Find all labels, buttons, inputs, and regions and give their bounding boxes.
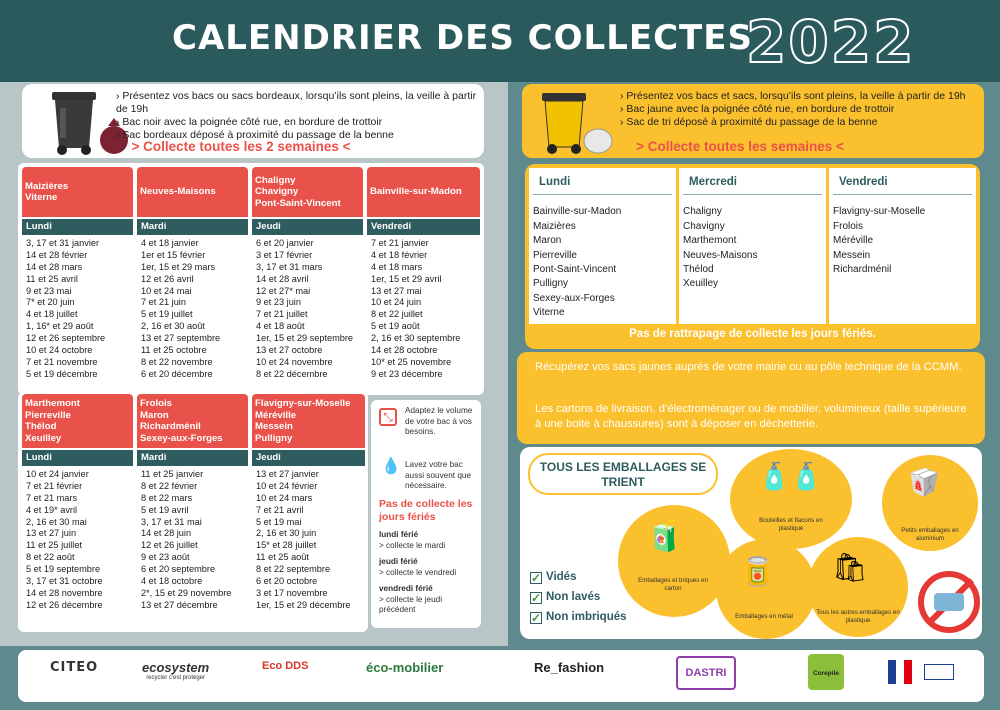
check-item xyxy=(530,591,600,604)
plastic-pack-icon: 🛍 xyxy=(832,552,868,583)
list-item: 7 et 21 avril xyxy=(256,504,304,515)
day-header: Jeudi xyxy=(252,219,363,235)
list-item: Pierreville xyxy=(533,249,577,261)
list-item: 10 et 24 octobre xyxy=(26,345,93,356)
list-item: 7 et 21 janvier xyxy=(371,237,429,248)
list-item: 8 et 22 septembre xyxy=(256,564,331,575)
check-label: Non imbriqués xyxy=(546,611,627,623)
list-item: 2, 16 et 30 septembre xyxy=(371,333,461,344)
day-header: Mardi xyxy=(137,450,248,466)
schedule-grid-top xyxy=(18,163,484,395)
day-header: Jeudi xyxy=(252,450,365,466)
list-item: 4 et 18 août xyxy=(256,321,305,332)
list-item: Méréville xyxy=(833,235,874,247)
list-item: Chavigny xyxy=(683,220,725,232)
list-item: 7* et 20 juin xyxy=(26,297,75,308)
list-item: 3 et 17 février xyxy=(256,249,313,260)
list-item: 1er, 15 et 29 mars xyxy=(141,261,216,272)
logo-dastri-text: DASTRI xyxy=(685,667,727,679)
tip-wash: Lavez votre bac aussi souvent que nécessaire. xyxy=(405,460,471,490)
list-item: 3, 17 et 31 octobre xyxy=(26,576,103,587)
collection-frequency: > Collecte toutes les semaines < xyxy=(636,139,844,154)
list-item: 5 et 19 décembre xyxy=(26,368,98,379)
page-title: CALENDRIER DES COLLECTES xyxy=(172,18,753,58)
logo-ecosystem-sub: recycler c'est protéger xyxy=(146,675,206,681)
list-item: 12 et 26 septembre xyxy=(26,333,106,344)
checkbox-icon: ✓ xyxy=(531,611,542,625)
list-item: 3, 17 et 31 mai xyxy=(141,516,202,527)
holiday-action: > collecte le vendredi xyxy=(379,567,457,577)
list-item: 2, 16 et 30 juin xyxy=(256,528,317,539)
list-item: 4 et 19* avril xyxy=(26,504,78,515)
list-item: 14 et 28 octobre xyxy=(371,345,438,356)
bottles-icon: 🧴🧴 xyxy=(758,461,823,491)
list-item: 4 et 18 février xyxy=(371,249,428,260)
carton-icon: 🧃 xyxy=(646,520,684,553)
list-item: 10 et 24 mai xyxy=(141,285,192,296)
logo-ecodds: Eco DDS xyxy=(262,660,309,672)
schedule-column xyxy=(367,167,480,381)
list-item: 13 et 27 janvier xyxy=(256,468,319,479)
list-item: 1er, 15 et 29 décembre xyxy=(256,599,351,610)
list-item: 10 et 24 janvier xyxy=(26,468,89,479)
checkbox-icon: ✓ xyxy=(531,571,542,585)
logo-ecomobilier: éco-mobilier xyxy=(366,660,444,675)
town-list xyxy=(22,394,133,448)
residual-waste-info xyxy=(22,84,484,158)
list-item: 13 et 27 septembre xyxy=(141,333,221,344)
list-item: 13 et 27 mai xyxy=(371,285,422,296)
list-item: 3, 17 et 31 janvier xyxy=(26,237,100,248)
list-item: 11 et 25 août xyxy=(256,552,309,563)
town-list xyxy=(22,167,133,217)
day-header: Lundi xyxy=(533,168,672,195)
list-item: Xeuilley xyxy=(683,278,719,290)
list-item: 15* et 28 juillet xyxy=(256,540,317,551)
list-item: 7 et 21 juin xyxy=(141,297,186,308)
resize-icon: ⤡ xyxy=(379,408,397,426)
list-item: 8 et 22 juillet xyxy=(371,309,423,320)
town-list xyxy=(367,167,480,217)
towns: Flavigny-sur-Moselle Méréville Messein Pulligny xyxy=(255,398,351,444)
list-item: Messein xyxy=(833,249,871,261)
tips-box xyxy=(371,400,481,628)
info-line: › Sac bordeaux déposé à proximité du passage de la benne xyxy=(116,129,486,142)
towns: Chaligny Chavigny Pont-Saint-Vincent xyxy=(255,174,341,209)
list-item: 14 et 28 février xyxy=(26,249,88,260)
others-label: Tous les autres emballages en plastique xyxy=(816,609,900,624)
date-list xyxy=(252,466,365,612)
town-list xyxy=(137,167,248,217)
logo-dastri xyxy=(676,656,736,690)
list-item: 7 et 21 novembre xyxy=(26,356,98,367)
no-catchup-note: Pas de rattrapage de collecte les jours fériés. xyxy=(629,328,876,340)
list-item: Frolois xyxy=(833,220,864,232)
collection-frequency: > Collecte toutes les 2 semaines < xyxy=(131,139,351,154)
list-item: Viterne xyxy=(533,307,565,319)
republique-francaise-logo xyxy=(888,660,958,686)
logo-corepile xyxy=(808,654,844,690)
holiday-title: Pas de collecte les jours fériés xyxy=(379,498,473,523)
list-item: 4 et 18 juillet xyxy=(26,309,78,320)
towns: Maizières Viterne xyxy=(25,180,69,203)
logo-ecosystem-text: ecosystem xyxy=(142,660,210,675)
list-item: 11 et 25 janvier xyxy=(141,468,204,479)
list-item: 13 et 27 décembre xyxy=(141,599,218,610)
list-item: Richardménil xyxy=(833,264,892,276)
list-item: Thélod xyxy=(683,264,714,276)
list-item: 2, 16 et 30 août xyxy=(141,321,205,332)
recycling-schedule xyxy=(525,164,980,349)
recycling-info xyxy=(522,84,984,158)
metal-label: Emballages en métal xyxy=(735,613,793,620)
schedule-column xyxy=(137,394,248,612)
day-header: Vendredi xyxy=(367,219,480,235)
info-line: › Bac jaune avec la poignée côté rue, en bordure de trottoir xyxy=(620,103,980,116)
tip-volume: Adaptez le volume de votre bac à vos besoins. xyxy=(405,406,473,436)
list-item: 8 et 22 décembre xyxy=(256,368,328,379)
list-item: 14 et 28 novembre xyxy=(26,587,103,598)
day-header: Lundi xyxy=(22,450,133,466)
aluminium-icon: 🥡 xyxy=(908,467,941,497)
metal-circle xyxy=(716,539,816,639)
packaging-box xyxy=(520,447,982,639)
recycling-day-column xyxy=(529,168,676,324)
list-item: 1er, 15 et 29 avril xyxy=(371,273,442,284)
list-item: 5 et 19 avril xyxy=(141,504,189,515)
check-item xyxy=(530,611,627,624)
list-item: 9 et 23 mai xyxy=(26,285,72,296)
check-item xyxy=(530,571,576,584)
schedule-grid-bottom xyxy=(18,392,368,632)
list-item: Pont-Saint-Vincent xyxy=(533,264,617,276)
list-item: Pulligny xyxy=(533,278,569,290)
holiday-day: vendredi férié xyxy=(379,584,433,593)
list-item: 4 et 18 octobre xyxy=(141,576,203,587)
list-item: Sexey-aux-Forges xyxy=(533,292,615,304)
info-line: › Présentez vos bacs ou sacs bordeaux, lorsqu’ils sont pleins, la veille à partir de 19h xyxy=(116,90,486,116)
list-item: 13 et 27 juin xyxy=(26,528,77,539)
date-list xyxy=(22,466,133,612)
logo-citeo: CITEO xyxy=(50,660,99,675)
holiday-rules xyxy=(379,530,477,616)
list-item: 12 et 27* mai xyxy=(256,285,311,296)
alu-label: Petits emballages en aluminium xyxy=(901,527,959,542)
list-item: Neuves-Maisons xyxy=(683,249,758,261)
logo-corepile-text: Corepile xyxy=(812,670,839,677)
list-item: 3 et 17 novembre xyxy=(256,587,328,598)
list-item: Bainville-sur-Madon xyxy=(533,206,622,218)
cardboard-paragraph: Les cartons de livraison, d’électroménager ou de mobilier, volumineux (taille supérieure à une boite à chaussures) sont à déposer en déchetterie. xyxy=(535,403,967,430)
town-list xyxy=(252,167,363,217)
list-item: Maizières xyxy=(533,220,576,232)
list-item: Marthemont xyxy=(683,235,737,247)
info-line: › Présentez vos bacs et sacs, lorsqu’ils sont pleins, la veille à partir de 19h xyxy=(620,90,980,103)
date-list xyxy=(252,235,363,381)
holiday-day: lundi férié xyxy=(379,530,419,539)
list-item: 12 et 26 avril xyxy=(141,273,194,284)
cartons-label: Emballages et briques en carton xyxy=(638,577,708,592)
day-header: Mercredi xyxy=(683,168,822,195)
list-item: 10 et 24 février xyxy=(256,480,318,491)
holiday-action: > collecte le jeudi précédent xyxy=(379,594,443,614)
list-item: 1er et 15 février xyxy=(141,249,206,260)
list-item: 11 et 25 juillet xyxy=(26,540,83,551)
list-item: 4 et 18 mars xyxy=(371,261,423,272)
list-item: Chaligny xyxy=(683,206,722,218)
day-header: Mardi xyxy=(137,219,248,235)
list-item: 7 et 21 juillet xyxy=(256,309,308,320)
list-item: Flavigny-sur-Moselle xyxy=(833,206,926,218)
list-item: 7 et 21 février xyxy=(26,480,83,491)
check-label: Vidés xyxy=(546,571,577,583)
list-item: 5 et 19 mai xyxy=(256,516,302,527)
packaging-title: TOUS LES EMBALLAGES SE TRIENT xyxy=(528,453,718,495)
schedule-column xyxy=(22,394,133,612)
recycling-day-column xyxy=(829,168,976,324)
list-item: 11 et 25 avril xyxy=(26,273,78,284)
info-line: › Sac de tri déposé à proximité du passage de la benne xyxy=(620,116,980,129)
town-list xyxy=(137,394,248,448)
year-label: 2022 xyxy=(746,8,916,76)
yellow-bag-info xyxy=(517,352,985,444)
schedule-column xyxy=(252,167,363,381)
list-item: 8 et 22 mars xyxy=(141,492,193,503)
list-item: 10 et 24 juin xyxy=(371,297,422,308)
towns: Frolois Maron Richardménil Sexey-aux-Forges xyxy=(140,398,223,444)
schedule-column xyxy=(252,394,365,612)
town-list xyxy=(529,195,676,320)
list-item: 10 et 24 mars xyxy=(256,492,313,503)
checkbox-icon: ✓ xyxy=(531,591,542,605)
date-list xyxy=(367,235,480,381)
list-item: 14 et 28 mars xyxy=(26,261,83,272)
schedule-column xyxy=(22,167,133,381)
list-item: 5 et 19 septembre xyxy=(26,564,101,575)
can-icon: 🥫 xyxy=(740,556,775,587)
list-item: 8 et 22 novembre xyxy=(141,356,213,367)
logo-ecosystem xyxy=(142,660,209,681)
list-item: 12 et 26 juillet xyxy=(141,540,198,551)
forbidden-icon xyxy=(918,571,980,633)
bottles-label: Bouteilles et flacons en plastique xyxy=(759,517,823,532)
yellow-bin-icon xyxy=(538,87,622,155)
list-item: 14 et 28 avril xyxy=(256,273,309,284)
list-item: 4 et 18 janvier xyxy=(141,237,199,248)
list-item: 1, 16* et 29 août xyxy=(26,321,94,332)
towns: Marthemont Pierreville Thélod Xeuilley xyxy=(25,398,80,444)
logo-refashion: Re_fashion xyxy=(534,660,605,675)
schedule-column xyxy=(137,167,248,381)
towns: Bainville-sur-Madon xyxy=(370,186,462,198)
list-item: 5 et 19 août xyxy=(371,321,420,332)
list-item: 6 et 20 septembre xyxy=(141,564,216,575)
day-header: Vendredi xyxy=(833,168,972,195)
list-item: 5 et 19 juillet xyxy=(141,309,193,320)
list-item: 8 et 22 août xyxy=(26,552,75,563)
date-list xyxy=(137,235,248,381)
date-list xyxy=(137,466,248,612)
check-label: Non lavés xyxy=(546,591,601,603)
recycling-day-column xyxy=(679,168,826,324)
list-item: Maron xyxy=(533,235,562,247)
town-list xyxy=(252,394,365,448)
list-item: 6 et 20 décembre xyxy=(141,368,213,379)
town-list xyxy=(679,195,826,291)
town-list xyxy=(829,195,976,277)
holiday-day: jeudi férié xyxy=(379,557,418,566)
list-item: 12 et 26 décembre xyxy=(26,599,103,610)
holiday-action: > collecte le mardi xyxy=(379,540,446,550)
list-item: 2, 16 et 30 mai xyxy=(26,516,87,527)
list-item: 1er, 15 et 29 septembre xyxy=(256,333,354,344)
day-header: Lundi xyxy=(22,219,133,235)
water-drop-icon: 💧 xyxy=(381,458,401,475)
list-item: 6 et 20 janvier xyxy=(256,237,314,248)
list-item: 10 et 24 novembre xyxy=(256,356,333,367)
list-item: 14 et 28 juin xyxy=(141,528,192,539)
date-list xyxy=(22,235,133,381)
info-line: › Bac noir avec la poignée côté rue, en bordure de trottoir xyxy=(116,116,486,129)
list-item: 7 et 21 mars xyxy=(26,492,78,503)
list-item: 8 et 22 février xyxy=(141,480,198,491)
list-item: 9 et 23 juin xyxy=(256,297,301,308)
list-item: 13 et 27 octobre xyxy=(256,345,323,356)
list-item: 9 et 23 décembre xyxy=(371,368,443,379)
yellow-bags-paragraph: Récupérez vos sacs jaunes auprès de votre mairie ou au pôle technique de la CCMM. xyxy=(535,361,962,373)
list-item: 9 et 23 août xyxy=(141,552,190,563)
list-item: 3, 17 et 31 mars xyxy=(256,261,323,272)
list-item: 10* et 25 novembre xyxy=(371,356,452,367)
list-item: 11 et 25 octobre xyxy=(141,345,207,356)
towns: Neuves-Maisons xyxy=(140,186,216,198)
list-item: 2*, 15 et 29 novembre xyxy=(141,587,232,598)
list-item: 6 et 20 octobre xyxy=(256,576,318,587)
